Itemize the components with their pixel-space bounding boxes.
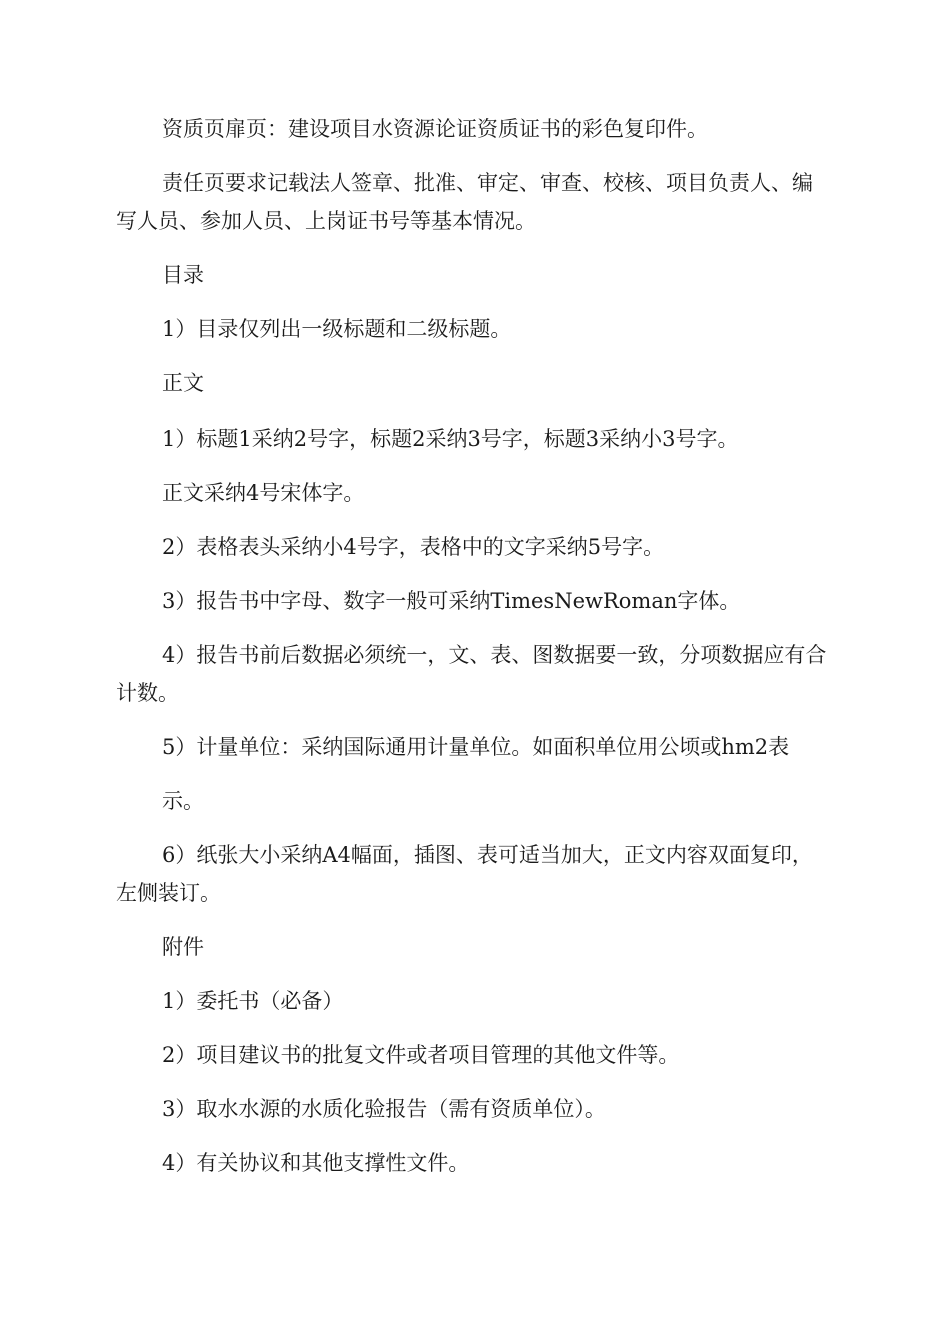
paragraph-text-rule-1: 1）标题1采纳2号字，标题2采纳3号字，标题3采纳小3号字。: [162, 427, 739, 451]
paragraph-text-rule-5: 5）计量单位：采纳国际通用计量单位。如面积单位用公顷或hm2表: [162, 735, 790, 759]
paragraph-toc-rule-1: 1）目录仅列出一级标题和二级标题。: [162, 317, 512, 341]
paragraph-text-rule-6: 6）纸张大小采纳A4幅面，插图、表可适当加大，正文内容双面复印，左侧装订。: [116, 843, 813, 905]
paragraph-responsibility-page: 责任页要求记载法人签章、批准、审定、审查、校核、项目负责人、编写人员、参加人员、上岗证书号等基本情况。: [116, 171, 813, 233]
paragraph-text-rule-4: 4）报告书前后数据必须统一，文、表、图数据要一致，分项数据应有合计数。: [116, 643, 827, 705]
heading-main-text: 正文: [162, 371, 204, 395]
paragraph-text-rule-2: 2）表格表头采纳小4号字，表格中的文字采纳5号字。: [162, 535, 665, 559]
paragraph-attachment-3: 3）取水水源的水质化验报告（需有资质单位）。: [162, 1097, 606, 1121]
paragraph-text-rule-3: 3）报告书中字母、数字一般可采纳TimesNewRoman字体。: [162, 589, 741, 613]
paragraph-attachment-1: 1）委托书（必备）: [162, 989, 344, 1013]
paragraph-attachment-2: 2）项目建议书的批复文件或者项目管理的其他文件等。: [162, 1043, 680, 1067]
heading-table-of-contents: 目录: [162, 263, 204, 287]
paragraph-attachment-4: 4）有关协议和其他支撑性文件。: [162, 1151, 470, 1175]
paragraph-text-font-rule: 正文采纳4号宋体字。: [162, 481, 365, 505]
heading-attachments: 附件: [162, 935, 204, 959]
paragraph-qualification-title-page: 资质页扉页：建设项目水资源论证资质证书的彩色复印件。: [162, 117, 708, 141]
paragraph-text-rule-5-continued: 示。: [162, 789, 204, 813]
